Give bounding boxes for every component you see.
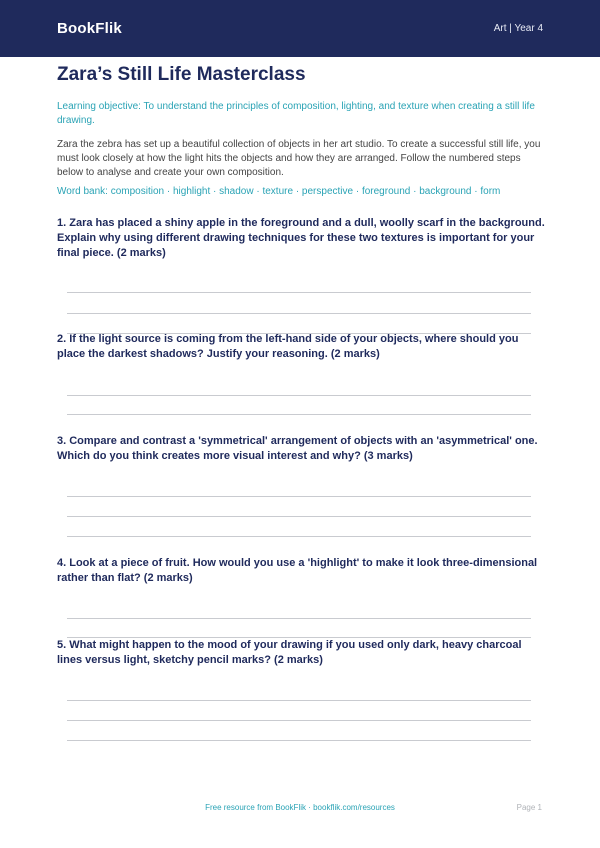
answer-line[interactable] [67,516,531,517]
answer-line[interactable] [67,536,531,537]
question-4: 4. Look at a piece of fruit. How would you use a 'highlight' to make it look three-dimensional rather than flat? (2 marks) [57,557,538,584]
answer-line[interactable] [67,740,531,741]
answer-line[interactable] [67,496,531,497]
question-2: 2. If the light source is coming from the left-hand side of your objects, where should you place the darkest shadows? Justify your reasoning. (2 marks) [57,333,519,360]
answer-line[interactable] [67,720,531,721]
page-number: Page 1 [516,803,542,812]
learning-objective: Learning objective: To understand the principles of composition, lighting, and texture when creating a still life drawing. [57,101,535,126]
intro-paragraph: Zara the zebra has set up a beautiful collection of objects in her art studio. To create a successful still life, you must look closely at how the light hits the objects and how they are arranged. Follow the numbered steps below to analyse and create your own composition. [57,139,541,178]
answer-line[interactable] [67,700,531,701]
question-1: 1. Zara has placed a shiny apple in the foreground and a dull, woolly scarf in the background. Explain why using different drawing techniques for these two textures is important for your final piece. (2 marks) [57,217,545,259]
worksheet-title: Zara’s Still Life Masterclass [57,64,306,85]
footer-credit: Free resource from BookFlik · bookflik.com/resources [205,803,395,812]
answer-line[interactable] [67,618,531,619]
answer-line[interactable] [67,292,531,293]
subject-year-label: Art | Year 4 [493,23,543,34]
page-header [0,0,600,57]
question-3: 3. Compare and contrast a 'symmetrical' arrangement of objects with an 'asymmetrical' one. Which do you think creates more visual interest and why? (3 marks) [57,435,538,462]
word-bank: Word bank: composition · highlight · shadow · texture · perspective · foreground · background · form [57,186,501,197]
brand-logo-text: BookFlik [57,20,122,37]
answer-line[interactable] [67,414,531,415]
question-5: 5. What might happen to the mood of your drawing if you used only dark, heavy charcoal lines versus light, sketchy pencil marks? (2 marks) [57,639,522,666]
answer-line[interactable] [67,313,531,314]
answer-line[interactable] [67,395,531,396]
